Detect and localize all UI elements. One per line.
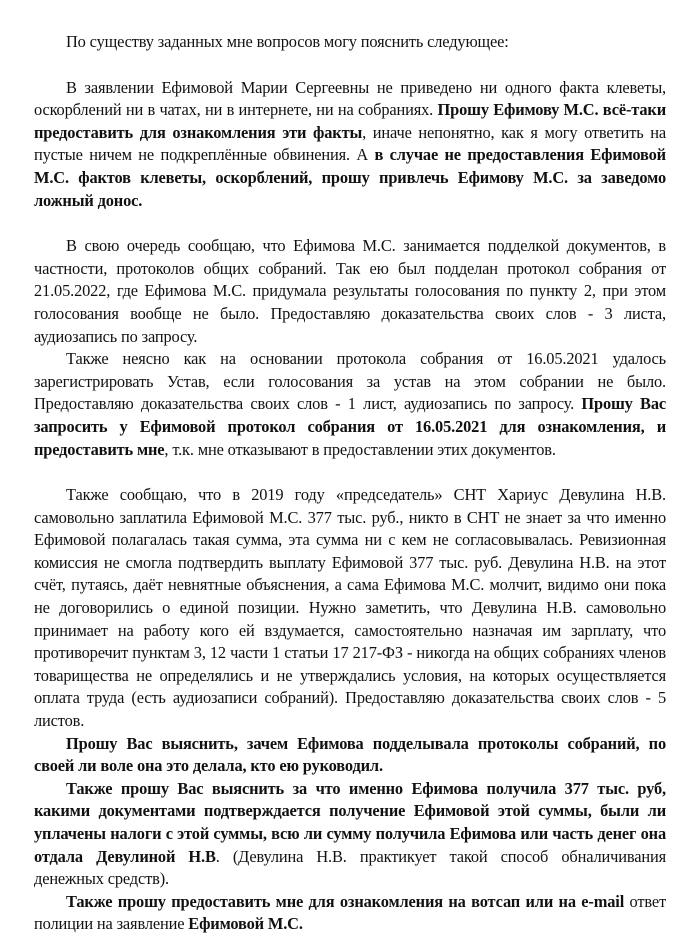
paragraph-forgery: [34, 235, 666, 348]
paragraph-request-police-answer: [34, 891, 666, 936]
text-run: В свою очередь сообщаю, что Ефимова М.С. занимается подделкой документов, в частности, протоколов общих собраний. Так ею был подделан протокол собрания от 21.05.2022, где Ефимова М.С. придумала результаты голосования по пункту 2, при этом голосования вообще не было. Предоставляю доказательства своих слов - 3 листа, аудиозапись по запросу.: [34, 236, 666, 346]
paragraph-request-forgery: [34, 733, 666, 778]
bold-request: Также прошу Вас выяснить за что именно Ефимова получила 377 тыс. руб, какими документами подтверждается получение Ефимовой этой суммы, были ли уплачены налоги с этой суммы, всю ли сумму получила Ефимова или часть денег она отдала Девулиной Н.В: [34, 778, 666, 866]
paragraph-intro: [34, 31, 666, 54]
text-run: По существу заданных мне вопросов могу пояснить следующее:: [66, 32, 509, 51]
paragraph-payment: [34, 484, 666, 733]
paragraph-statement-no-facts: [34, 77, 666, 213]
text-run: Также сообщаю, что в 2019 году «председатель» СНТ Хариус Девулина Н.В. самовольно заплатила Ефимовой М.С. 377 тыс. руб., никто в СНТ не знает за что именно Ефимовой полагалась такая сумма, эта сумма ни с кем не согласовывалась. Ревизионная комиссия не смогла подтвердить выплату Ефимовой 377 тыс. руб. Девулина Н.В. на этот счёт, путаясь, даёт невнятные объяснения, а сама Ефимова М.С. молчит, видимо они пока не договорились о единой позиции. Нужно заметить, что Девулина Н.В. самовольно принимает на работу кого ей вздумается, самостоятельно назначая им зарплату, что противоречит пунктам 3, 12 части 1 статьи 17 217-ФЗ - никогда на общих собраниях членов товарищества не определялись и не утверждались условия, на которых осуществляется оплата труда (есть аудиозаписи собраний). Предоставляю доказательства своих слов - 5 листов.: [34, 485, 666, 731]
bold-request: Прошу Ефимову М.С. всё-таки предоставить для ознакомления эти факты: [34, 100, 667, 142]
text-run: В заявлении Ефимовой Марии Сергеевны не приведено ни одного факта клеветы, оскорблений ни в чатах, ни в интернете, ни на собраниях.: [34, 77, 666, 120]
bold-request: Прошу Вас запросить у Ефимовой протокол собрания от 16.05.2021 для ознакомления, и предоставить мне: [34, 394, 667, 459]
paragraph-charter: [34, 348, 666, 461]
bold-request: Прошу Вас выяснить, зачем Ефимова подделывала протоколы собраний, по своей ли воле она это делала, кто ею руководил.: [34, 733, 666, 776]
paragraph-request-money: [34, 778, 666, 891]
text-run: ответ полиции на заявление: [34, 891, 666, 934]
bold-request: Также прошу предоставить мне для ознакомления на вотсап или на e-mail: [66, 891, 625, 911]
text-run: , т.к. мне отказывают в предоставлении этих документов.: [164, 439, 556, 459]
bold-request: в случае не предоставления Ефимовой М.С. фактов клеветы, оскорблений, прошу привлечь Ефимову М.С. за заведомо ложный донос.: [34, 145, 666, 210]
text-run: . (Девулина Н.В. практикует такой способ обналичивания денежных средств).: [34, 846, 666, 889]
bold-request: Ефимовой М.С.: [188, 914, 303, 934]
text-run: , иначе непонятно, как я могу ответить на пустые ничем не подкреплённые обвинения. А: [34, 122, 666, 165]
text-run: Также неясно как на основании протокола собрания от 16.05.2021 удалось зарегистрировать Устав, если голосования за устав на этом собрании не было. Предоставляю доказательства своих слов - 1 лист, аудиозапись по запросу.: [34, 349, 666, 414]
